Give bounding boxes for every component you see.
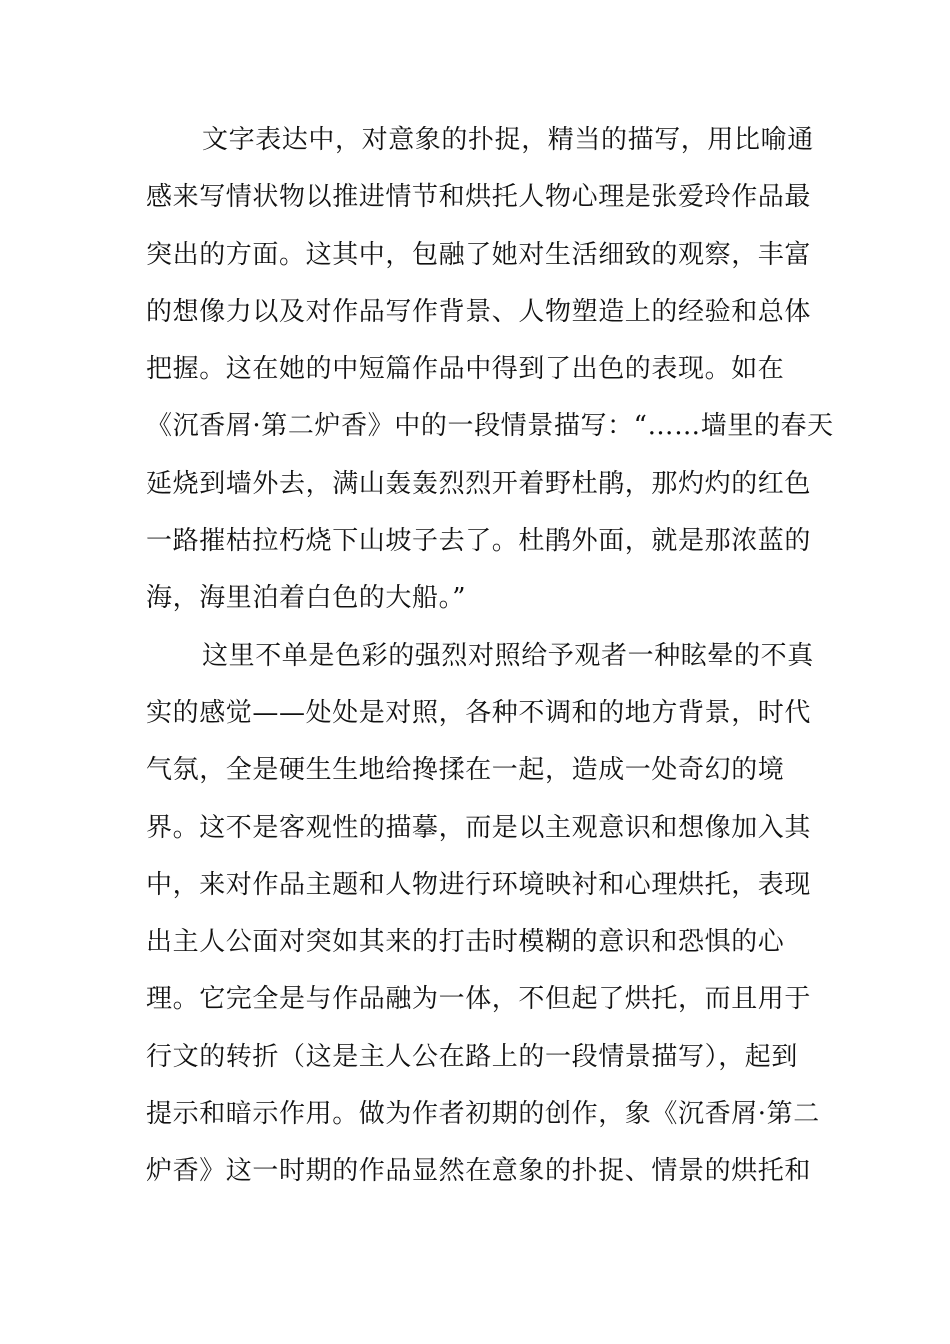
paragraph-1-line-9: 海，海里泊着白色的大船。” [146, 583, 467, 614]
paragraph-2-line-9: 提示和暗示作用。做为作者初期的创作，象《沉香屑·第二 [146, 1099, 820, 1130]
paragraph-2-line-10: 炉香》这一时期的作品显然在意象的扑捉、情景的烘托和 [146, 1156, 812, 1187]
paragraph-1-line-6: 《沉香屑·第二炉香》中的一段情景描写：“……墙里的春天 [146, 411, 834, 442]
body-text [146, 112, 834, 1201]
paragraph-2-line-2: 实的感觉——处处是对照，各种不调和的地方背景，时代 [146, 697, 812, 728]
paragraph-2-line-6: 出主人公面对突如其来的打击时模糊的意识和恐惧的心 [146, 927, 785, 958]
paragraph-2-line-7: 理。它完全是与作品融为一体，不但起了烘托，而且用于 [146, 984, 812, 1015]
paragraph-2-line-5: 中，来对作品主题和人物进行环境映衬和心理烘托，表现 [146, 869, 812, 900]
paragraph-1-line-5: 把握。这在她的中短篇作品中得到了出色的表现。如在 [146, 354, 785, 385]
paragraph-2-line-4: 界。这不是客观性的描摹，而是以主观意识和想像加入其 [146, 812, 812, 843]
paragraph-1-line-7: 延烧到墙外去，满山轰轰烈烈开着野杜鹃，那灼灼的红色 [146, 468, 812, 499]
paragraph-1-line-8: 一路摧枯拉朽烧下山坡子去了。杜鹃外面，就是那浓蓝的 [146, 526, 812, 557]
paragraph-2-line-1: 这里不单是色彩的强烈对照给予观者一种眩晕的不真 [202, 640, 814, 671]
paragraph-2-line-8: 行文的转折（这是主人公在路上的一段情景描写），起到 [146, 1041, 799, 1072]
paragraph-1-line-2: 感来写情状物以推进情节和烘托人物心理是张爱玲作品最 [146, 182, 812, 213]
paragraph-1-line-4: 的想像力以及对作品写作背景、人物塑造上的经验和总体 [146, 296, 812, 327]
paragraph-1-line-1: 文字表达中，对意象的扑捉，精当的描写，用比喻通 [202, 125, 814, 155]
paragraph-1-line-3: 突出的方面。这其中，包融了她对生活细致的观察，丰富 [146, 239, 812, 270]
paragraph-2-line-3: 气氛，全是硬生生地给搀揉在一起，造成一处奇幻的境 [146, 755, 785, 786]
